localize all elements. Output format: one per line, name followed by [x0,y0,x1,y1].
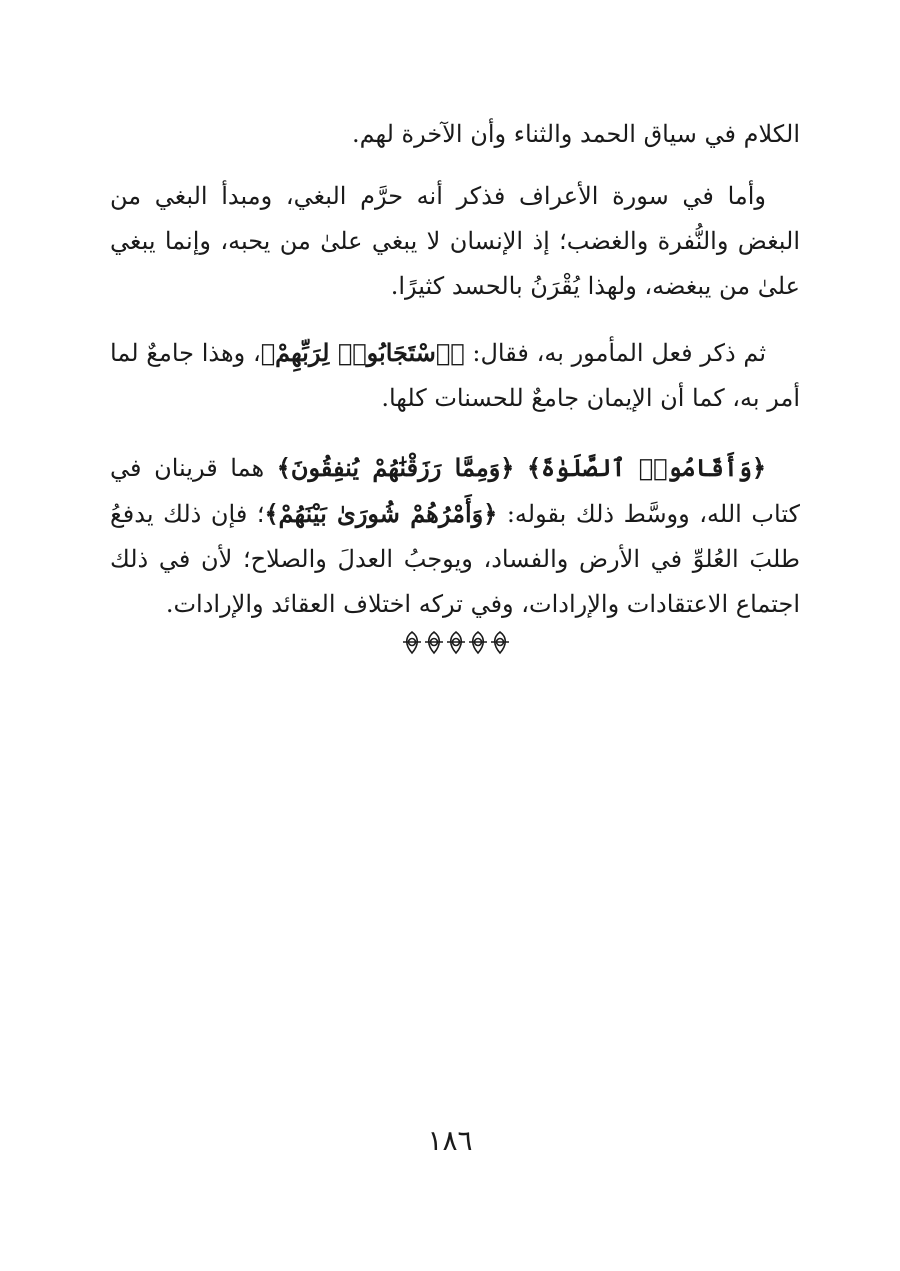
paragraph-4-text-after: ؛ فإن ذلك يدفعُ طلبَ العُلوِّ في الأرض والفساد، ويوجبُ العدلَ والصلاح؛ لأن في ذلك اجتماع الاعتقادات والإرادات، وفي تركه اختلاف العقائد والإرادات. [110,500,800,618]
quran-bracket-close: ﴾ [276,453,291,482]
floral-ornament-icon [399,629,511,655]
quran-bracket-open: ﴿ [751,453,767,482]
paragraph-4 [110,445,800,627]
paragraph-3-text-before: ثم ذكر فعل المأمور به، فقال: [464,339,767,367]
quran-verse-istajabu: ٱسْتَجَابُوا۟ لِرَبِّهِمْ [275,338,451,367]
paragraph-1: الكلام في سياق الحمد والثناء وأن الآخرة لهم. [351,120,800,148]
section-end-ornament [110,629,800,662]
paragraph-3-text-after: ، وهذا جامعٌ لما أمر به، كما أن الإيمان جامعٌ للحسنات كلها. [110,339,800,412]
quran-bracket-open: ﴿ [483,499,498,528]
quran-bracket-open: ﴿ [450,338,465,367]
paragraph-4-text-mid: هما قرينان في كتاب الله، ووسَّط ذلك بقوله: [110,454,800,528]
page-number: ١٨٦ [427,1124,473,1157]
page-content [110,112,800,662]
paragraph-2: وأما في سورة الأعراف فذكر أنه حرَّم البغي، ومبدأ البغي من البغض والنُّفرة والغضب؛ إذ الإنسان لا يبغي علىٰ من يحبه، وإنما يبغي علىٰ من يبغضه، ولهذا يُقْرَنُ بالحسد كثيرًا. [110,182,800,300]
quran-bracket-open: ﴿ [500,453,515,482]
quran-bracket-close: ﴾ [264,499,279,528]
paragraph-3 [110,330,800,421]
quran-bracket-close: ﴾ [260,338,276,367]
quran-bracket-close: ﴾ [526,453,542,482]
quran-verse-yunfiqun: وَمِمَّا رَزَقْنَٰهُمْ يُنفِقُونَ [290,453,501,482]
quran-verse-aqamu-salah: وَأَقَامُوا۟ ٱلصَّلَوٰةَ [541,453,752,482]
quran-verse-shura: وَأَمْرُهُمْ شُورَىٰ بَيْنَهُمْ [278,499,484,528]
